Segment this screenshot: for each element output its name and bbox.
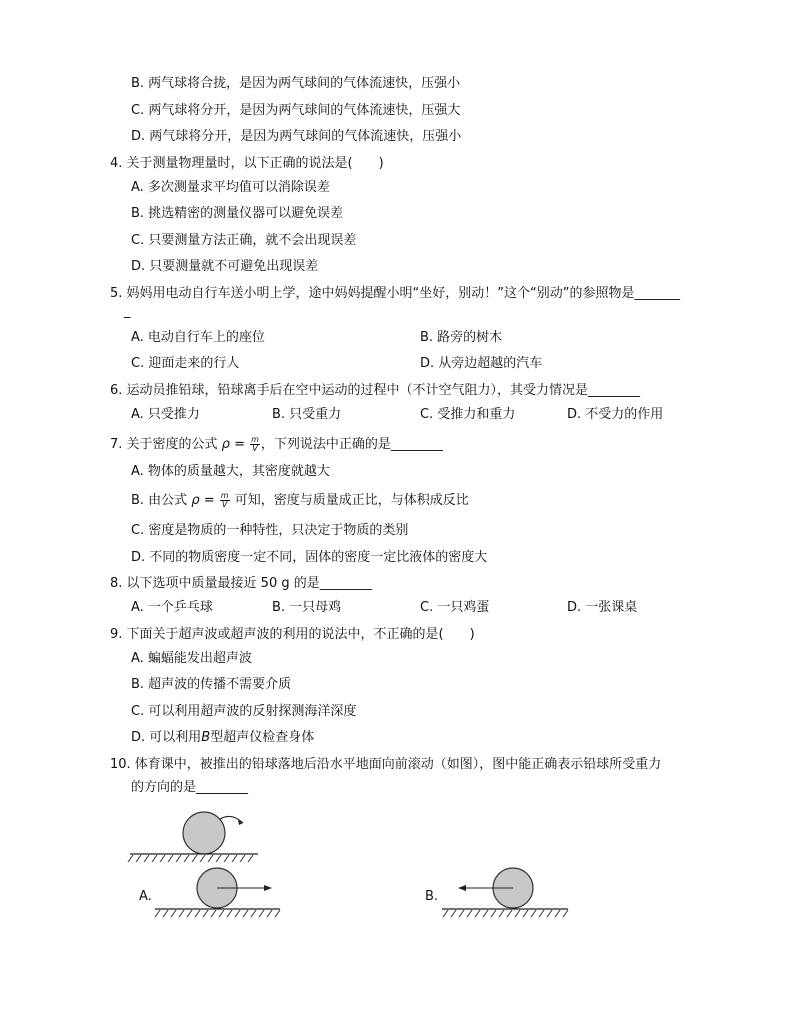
q7-rho-symbol: ρ <box>221 437 230 452</box>
q10-stem-line2: 的方向的是________ <box>131 780 249 795</box>
q4-option-c: C. 只要测量方法正确，就不会出现误差 <box>131 233 357 248</box>
q7-option-a: A. 物体的质量越大，其密度就越大 <box>131 464 330 479</box>
q7-option-d: D. 不同的物质密度一定不同，固体的密度一定比液体的密度大 <box>131 550 488 565</box>
q6-option-a: A. 只受推力 <box>131 407 200 422</box>
q9-option-b: B. 超声波的传播不需要介质 <box>131 677 292 692</box>
q10-option-a-figure <box>150 866 290 921</box>
q5-stem-continuation: _ <box>124 304 131 319</box>
q5-option-d: D. 从旁边超越的汽车 <box>420 356 543 371</box>
q9-option-a: A. 蝙蝠能发出超声波 <box>131 651 252 666</box>
q8-option-d: D. 一张课桌 <box>567 600 638 615</box>
q5-option-c: C. 迎面走来的行人 <box>131 356 240 371</box>
q5-stem: 5. 妈妈用电动自行车送小明上学，途中妈妈提醒小明“坐好，别动！”这个“别动”的参照物是_______ <box>110 286 680 301</box>
ground-hatching <box>155 910 280 917</box>
q5-option-a: A. 电动自行车上的座位 <box>131 330 265 345</box>
q7-option-b: B. 由公式 ρ = $\frac{m}{V}$ 可知，密度与质量成正比，与体积成反比 <box>131 491 469 509</box>
q9-option-c: C. 可以利用超声波的反射探测海洋深度 <box>131 704 357 719</box>
q8-option-b: B. 一只母鸡 <box>272 600 342 615</box>
q5-option-b: B. 路旁的树木 <box>420 330 503 345</box>
q3-option-d: D. 两气球将分开，是因为两气球间的气体流速快，压强小 <box>131 129 462 144</box>
q8-option-a: A. 一个乒乓球 <box>131 600 213 615</box>
ground-hatching <box>443 910 568 917</box>
q4-option-d: D. 只要测量就不可避免出现误差 <box>131 259 319 274</box>
q8-stem: 8. 以下选项中质量最接近 50 g 的是________ <box>110 576 372 591</box>
q6-stem: 6. 运动员推铅球，铅球离手后在空中运动的过程中（不计空气阻力），其受力情况是________ <box>110 383 641 398</box>
q6-option-b: B. 只受重力 <box>272 407 342 422</box>
q6-option-d: D. 不受力的作用 <box>567 407 664 422</box>
q10-option-b-label: B. <box>425 889 439 904</box>
force-arrowhead <box>458 885 466 891</box>
q7-stem: 7. 关于密度的公式 ρ = $\frac{m}{V}$ ，下列说法中正确的是________ <box>110 435 443 453</box>
q3-option-c: C. 两气球将分开，是因为两气球间的气体流速快，压强大 <box>131 103 461 118</box>
shot-put-ball <box>183 812 225 854</box>
q9-stem: 9. 下面关于超声波或超声波的利用的说法中，不正确的是( ) <box>110 627 475 642</box>
q10-option-a-label: A. <box>139 889 152 904</box>
q7-density-fraction: $\frac{m}{V}$ <box>251 435 259 453</box>
q9-option-d: D. 可以利用B型超声仪检查身体 <box>131 730 315 745</box>
q4-stem: 4. 关于测量物理量时，以下正确的说法是( ) <box>110 156 384 171</box>
q6-option-c: C. 受推力和重力 <box>420 407 516 422</box>
q10-option-b-figure <box>440 866 580 921</box>
q10-reference-figure <box>125 805 265 865</box>
q4-option-a: A. 多次测量求平均值可以消除误差 <box>131 180 330 195</box>
q8-option-c: C. 一只鸡蛋 <box>420 600 490 615</box>
q3-option-b: B. 两气球将合拢，是因为两气球间的气体流速快，压强小 <box>131 76 461 91</box>
q7-option-b-fraction: $\frac{m}{V}$ <box>220 491 229 509</box>
q10-stem-line1: 10. 体育课中，被推出的铅球落地后沿水平地面向前滚动（如图），图中能正确表示铅球所受重力 <box>110 757 662 772</box>
q7-option-c: C. 密度是物质的一种特性，只决定于物质的类别 <box>131 523 409 538</box>
force-arrowhead <box>264 885 272 891</box>
q4-option-b: B. 挑选精密的测量仪器可以避免误差 <box>131 206 344 221</box>
ground-hatching <box>128 855 253 862</box>
